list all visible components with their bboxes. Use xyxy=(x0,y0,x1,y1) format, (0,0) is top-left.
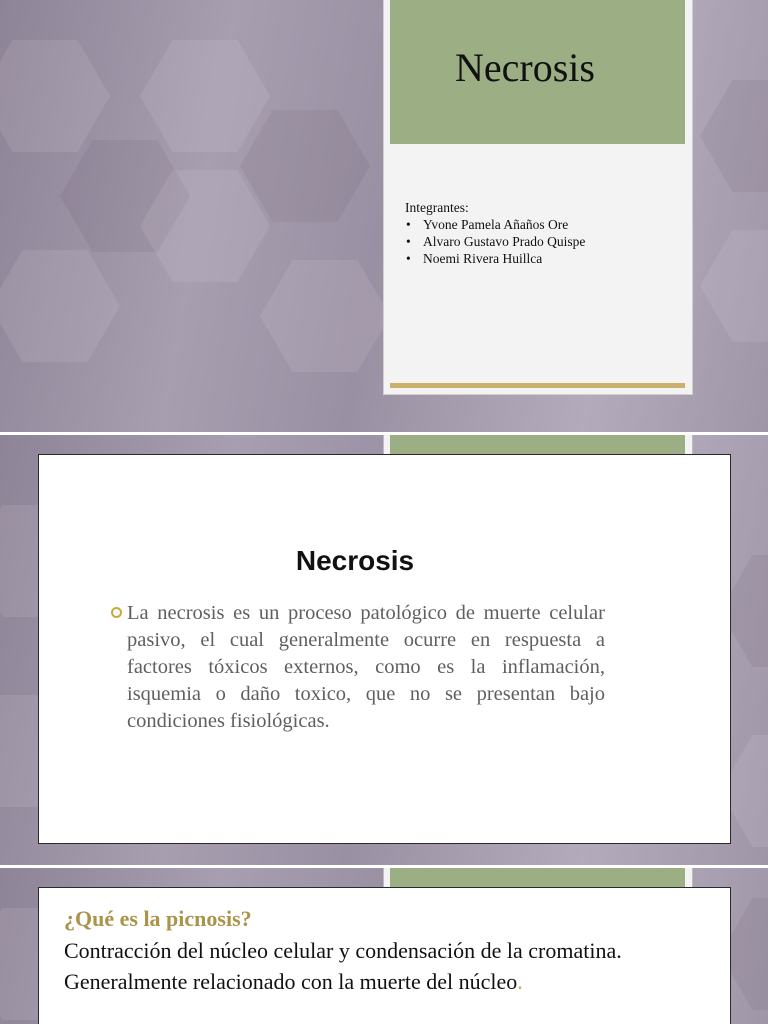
member-item: • Yvone Pamela Añaños Ore xyxy=(405,216,585,233)
members-label: Integrantes: xyxy=(405,200,469,215)
gold-accent-bar xyxy=(390,383,685,388)
body-paragraph: La necrosis es un proceso patológico de muerte celular pasivo, el cual generalmente ocurre en respuesta a factores tóxicos externos, como es la inflamación, isquemia o daño toxico, que no se presentan bajo condiciones fisiológicas. xyxy=(127,602,605,732)
hexagon-decoration xyxy=(0,40,110,152)
hexagon-decoration xyxy=(0,250,120,362)
bullet-circle-icon xyxy=(111,607,122,618)
body-paragraph xyxy=(64,935,624,997)
hexagon-decoration xyxy=(240,110,370,222)
member-item: • Noemi Rivera Huillca xyxy=(405,250,585,267)
members-block xyxy=(405,199,585,267)
body-paragraph-text: Contracción del núcleo celular y condensación de la cromatina. Generalmente relacionado con la muerte del núcleo xyxy=(64,938,622,994)
content-card xyxy=(39,455,730,843)
member-item: • Alvaro Gustavo Prado Quispe xyxy=(405,233,585,250)
hexagon-decoration xyxy=(700,80,768,192)
content-card xyxy=(39,888,730,1024)
members-list xyxy=(405,216,585,267)
slide-heading: ¿Qué es la picnosis? xyxy=(64,906,252,931)
hexagon-decoration xyxy=(140,40,270,152)
content-slide xyxy=(0,868,768,1024)
slide-title: Necrosis xyxy=(455,45,595,90)
content-slide xyxy=(0,435,768,865)
paragraph-end-dot: . xyxy=(517,969,523,994)
slide-heading: Necrosis xyxy=(295,545,415,576)
hexagon-decoration xyxy=(700,230,768,342)
title-slide xyxy=(0,0,768,432)
hexagon-decoration xyxy=(260,260,390,372)
